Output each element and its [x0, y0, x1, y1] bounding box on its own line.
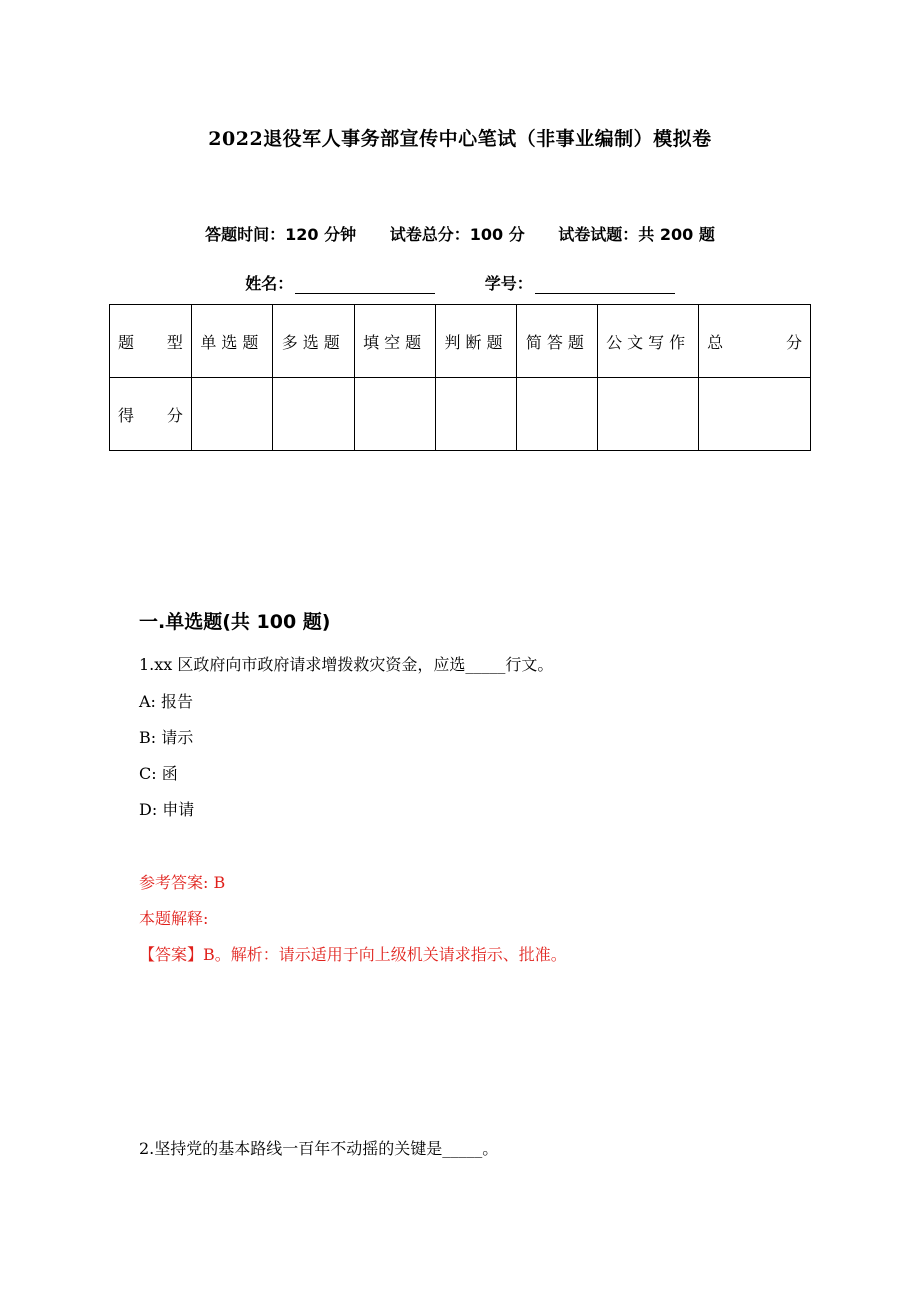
- name-blank: [295, 277, 435, 294]
- score-cell: [598, 378, 699, 451]
- page-title: 2022退役军人事务部宣传中心笔试（非事业编制）模拟卷: [208, 128, 712, 150]
- header-cell-true-false: 判断题: [435, 305, 517, 378]
- exam-total-score: 试卷总分：100 分: [389, 225, 525, 244]
- question-1-option-a: A: 报告: [139, 692, 194, 711]
- score-cell: [517, 378, 598, 451]
- question-1-option-b: B: 请示: [139, 728, 194, 747]
- header-cell-short-answer: 简答题: [517, 305, 598, 378]
- score-table-header-row: [110, 305, 811, 378]
- score-row-label: 得 分: [110, 378, 192, 451]
- question-1-stem: 1.xx 区政府向市政府请求增拨救灾资金，应选_____行文。: [139, 655, 554, 674]
- score-cell: [272, 378, 354, 451]
- student-id-blank: [535, 277, 675, 294]
- question-2-stem: 2.坚持党的基本路线一百年不动摇的关键是_____。: [139, 1139, 499, 1158]
- header-cell-official-writing: 公文写作: [598, 305, 699, 378]
- score-cell: [354, 378, 435, 451]
- score-cell: [435, 378, 517, 451]
- student-id-label: 学号：: [484, 274, 533, 293]
- header-cell-multi-choice: 多选题: [272, 305, 354, 378]
- question-1-explanation: 【答案】B。解析：请示适用于向上级机关请求指示、批准。: [139, 945, 567, 964]
- student-fields: [0, 271, 920, 294]
- exam-time: 答题时间：120 分钟: [205, 225, 357, 244]
- score-cell: [699, 378, 811, 451]
- score-table: [109, 304, 811, 451]
- exam-meta: [0, 222, 920, 245]
- score-table-score-row: [110, 378, 811, 451]
- question-1-option-c: C: 函: [139, 764, 178, 783]
- section-heading: 一.单选题(共 100 题): [139, 611, 331, 633]
- exam-question-count: 试卷试题：共 200 题: [558, 225, 715, 244]
- header-cell-single-choice: 单选题: [191, 305, 272, 378]
- header-cell-total: 总 分: [699, 305, 811, 378]
- student-id-field: [485, 271, 675, 294]
- score-cell: [191, 378, 272, 451]
- name-field: [245, 271, 435, 294]
- header-cell-fill-blank: 填空题: [354, 305, 435, 378]
- question-1-option-d: D: 申请: [139, 800, 195, 819]
- question-1-explanation-label: 本题解释:: [139, 909, 209, 928]
- name-label: 姓名：: [245, 274, 294, 293]
- question-1-answer: 参考答案: B: [139, 873, 226, 892]
- header-cell-type: 题 型: [110, 305, 192, 378]
